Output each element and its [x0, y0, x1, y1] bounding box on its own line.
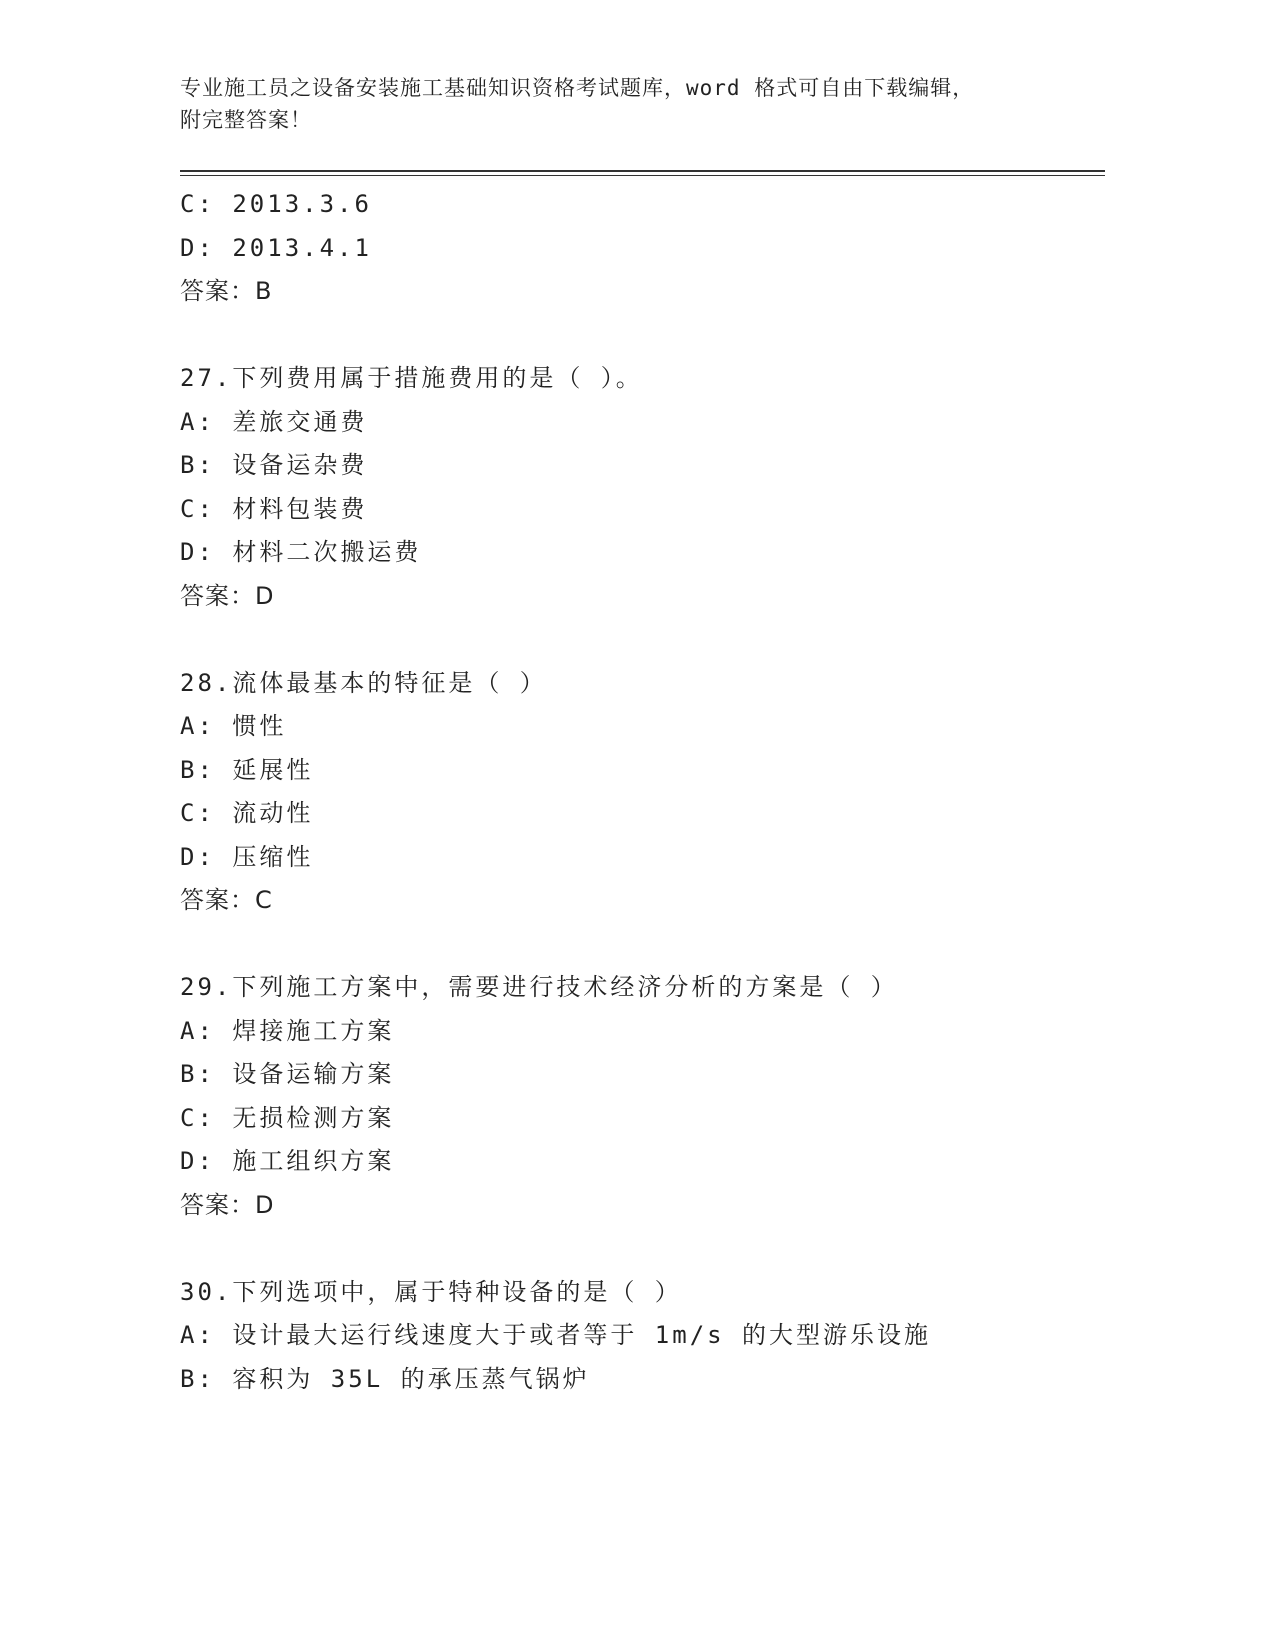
- question-text: 30.下列选项中，属于特种设备的是（ ）: [180, 1277, 682, 1306]
- option-d: D: 压缩性: [180, 842, 314, 871]
- option-b: B: 设备运杂费: [180, 451, 368, 479]
- option-a: A: 惯性: [180, 712, 287, 740]
- answer-text: 答案：C: [180, 886, 273, 914]
- question-block-26: [180, 183, 1105, 314]
- question-block-30: [180, 1271, 1105, 1402]
- spacer: [180, 1227, 1105, 1271]
- question-list: [180, 183, 1105, 1401]
- option-d: D: 材料二次搬运费: [180, 538, 422, 566]
- option-d: D: 施工组织方案: [180, 1147, 395, 1175]
- spacer: [180, 923, 1105, 967]
- option-a: A: 差旅交通费: [180, 407, 368, 436]
- header-divider-bottom: [180, 175, 1105, 176]
- answer-text: 答案：B: [180, 277, 273, 305]
- header-divider-top: [180, 170, 1105, 172]
- option-a: A: 设计最大运行线速度大于或者等于 1m/s 的大型游乐设施: [180, 1321, 932, 1349]
- header-line-1: 专业施工员之设备安装施工基础知识资格考试题库，word 格式可自由下载编辑，: [180, 76, 975, 100]
- spacer: [180, 314, 1105, 358]
- header-line-2: 附完整答案！: [180, 108, 312, 132]
- option-b: B: 设备运输方案: [180, 1060, 395, 1088]
- option-c: C: 无损检测方案: [180, 1103, 395, 1132]
- answer-text: 答案：D: [180, 1190, 275, 1219]
- option-b: B: 延展性: [180, 755, 314, 784]
- option-c: C: 2013.3.6: [180, 190, 372, 218]
- question-block-28: [180, 662, 1105, 923]
- question-text: 27.下列费用属于措施费用的是（ ）。: [180, 364, 643, 392]
- question-block-27: [180, 357, 1105, 618]
- option-a: A: 焊接施工方案: [180, 1016, 395, 1045]
- question-text: 29.下列施工方案中，需要进行技术经济分析的方案是（ ）: [180, 973, 898, 1001]
- question-text: 28.流体最基本的特征是（ ）: [180, 668, 547, 697]
- option-b: B: 容积为 35L 的承压蒸气锅炉: [180, 1364, 590, 1393]
- question-block-29: [180, 966, 1105, 1227]
- document-header: [180, 72, 1060, 136]
- option-c: C: 材料包装费: [180, 494, 368, 523]
- option-d: D: 2013.4.1: [180, 233, 372, 262]
- option-c: C: 流动性: [180, 799, 314, 827]
- spacer: [180, 618, 1105, 662]
- answer-text: 答案：D: [180, 581, 275, 610]
